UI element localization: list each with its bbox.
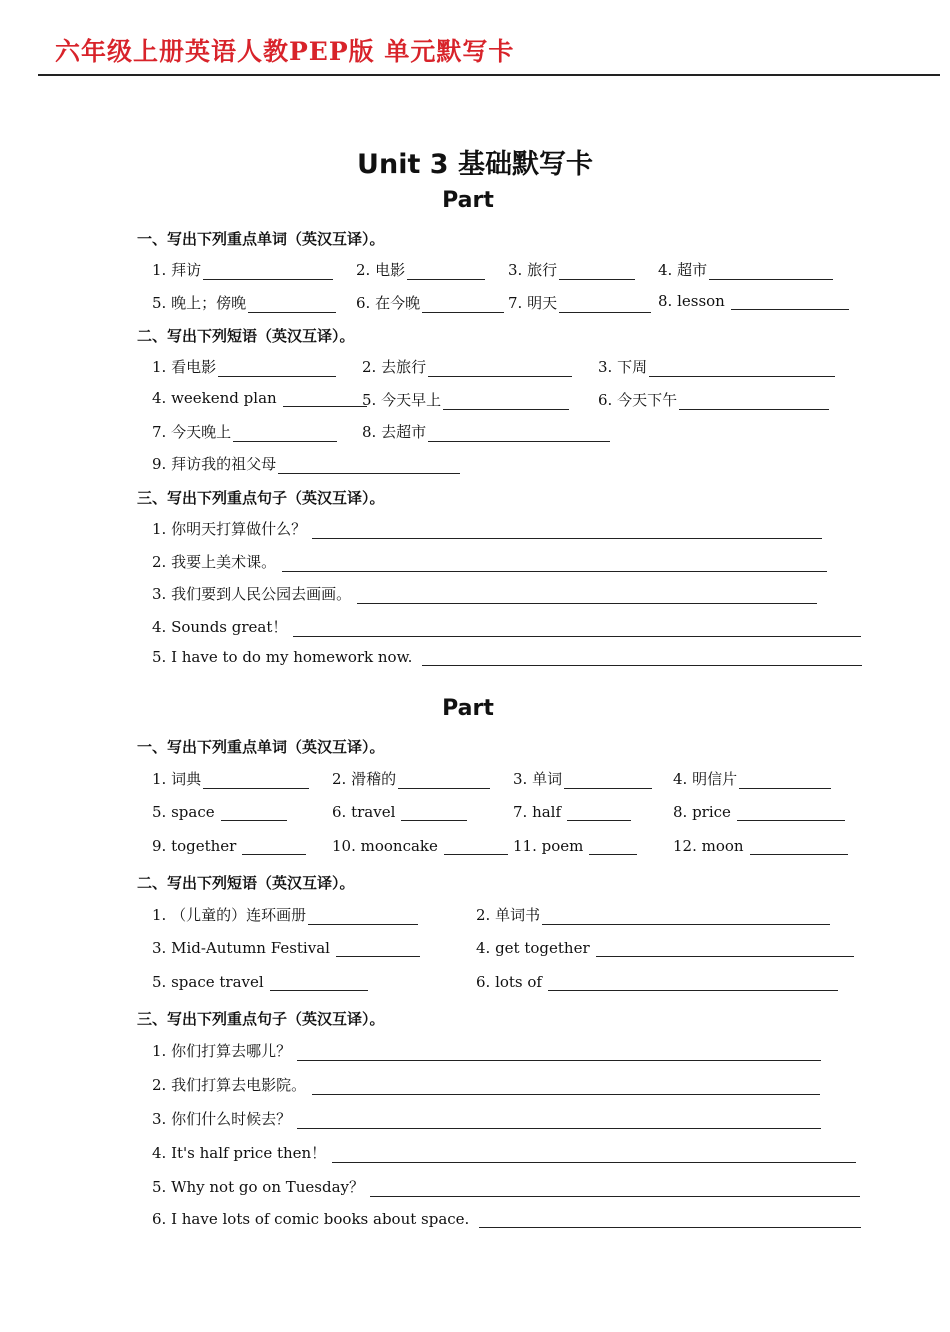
word-item: 6. 在今晚 (356, 292, 504, 313)
sentence-item: 3. 你们什么时候去？ (152, 1108, 821, 1129)
phrase-item: 8. 去超市 (362, 421, 610, 442)
word-item: 12. moon (673, 837, 848, 855)
answer-blank[interactable] (203, 263, 333, 280)
answer-blank[interactable] (401, 804, 467, 821)
word-item: 7. half (513, 803, 631, 821)
section-heading: 三、写出下列重点句子（英汉互译）。 (137, 489, 385, 507)
word-item: 1. 拜访 (152, 259, 333, 280)
phrase-item: 7. 今天晚上 (152, 421, 337, 442)
word-item: 4. 明信片 (673, 768, 831, 789)
answer-blank[interactable] (559, 263, 635, 280)
answer-blank[interactable] (370, 1180, 860, 1197)
answer-blank[interactable] (709, 263, 833, 280)
answer-blank[interactable] (336, 940, 420, 957)
part-a-label: Part (442, 188, 494, 213)
sentence-item: 4. It's half price then！ (152, 1142, 856, 1163)
answer-blank[interactable] (233, 425, 337, 442)
answer-blank[interactable] (357, 587, 817, 604)
answer-blank[interactable] (737, 804, 845, 821)
answer-blank[interactable] (297, 1112, 821, 1129)
answer-blank[interactable] (596, 940, 854, 957)
answer-blank[interactable] (422, 649, 862, 666)
answer-blank[interactable] (332, 1146, 856, 1163)
answer-blank[interactable] (443, 393, 569, 410)
sentence-item: 2. 我要上美术课。 (152, 551, 827, 572)
word-item: 3. 单词 (513, 768, 652, 789)
phrase-item: 1. （儿童的）连环画册 (152, 904, 418, 925)
answer-blank[interactable] (428, 425, 610, 442)
part-b-label: Part (442, 696, 494, 721)
word-item: 3. 旅行 (508, 259, 635, 280)
answer-blank[interactable] (270, 974, 368, 991)
answer-blank[interactable] (398, 772, 490, 789)
answer-blank[interactable] (739, 772, 831, 789)
phrase-item: 5. 今天早上 (362, 389, 569, 410)
word-item: 10. mooncake (332, 837, 508, 855)
answer-blank[interactable] (428, 360, 572, 377)
header-title: 六年级上册英语人教PEP版 单元默写卡 (55, 37, 515, 66)
word-item: 5. 晚上；傍晚 (152, 292, 336, 313)
answer-blank[interactable] (422, 296, 504, 313)
section-heading: 一、写出下列重点单词（英汉互译）。 (137, 738, 385, 756)
sentence-item: 1. 你明天打算做什么？ (152, 518, 822, 539)
word-item: 2. 电影 (356, 259, 485, 280)
answer-blank[interactable] (548, 974, 838, 991)
phrase-item: 1. 看电影 (152, 356, 336, 377)
phrase-item: 2. 去旅行 (362, 356, 572, 377)
answer-blank[interactable] (649, 360, 835, 377)
phrase-item: 6. lots of (476, 973, 838, 991)
word-item: 5. space (152, 803, 287, 821)
answer-blank[interactable] (679, 393, 829, 410)
answer-blank[interactable] (312, 522, 822, 539)
sentence-item: 3. 我们要到人民公园去画画。 (152, 583, 817, 604)
sentence-item: 1. 你们打算去哪儿？ (152, 1040, 821, 1061)
phrase-item: 4. weekend plan (152, 389, 367, 407)
answer-blank[interactable] (308, 908, 418, 925)
section-heading: 三、写出下列重点句子（英汉互译）。 (137, 1010, 385, 1028)
answer-blank[interactable] (564, 772, 652, 789)
answer-blank[interactable] (731, 293, 849, 310)
word-item: 11. poem (513, 837, 637, 855)
answer-blank[interactable] (407, 263, 485, 280)
word-item: 4. 超市 (658, 259, 833, 280)
answer-blank[interactable] (542, 908, 830, 925)
sentence-item: 5. Why not go on Tuesday？ (152, 1176, 860, 1197)
word-item: 8. price (673, 803, 845, 821)
answer-blank[interactable] (559, 296, 651, 313)
phrase-item: 5. space travel (152, 973, 368, 991)
answer-blank[interactable] (221, 804, 287, 821)
word-item: 8. lesson (658, 292, 849, 310)
answer-blank[interactable] (444, 838, 508, 855)
sentence-item: 2. 我们打算去电影院。 (152, 1074, 820, 1095)
answer-blank[interactable] (589, 838, 637, 855)
answer-blank[interactable] (567, 804, 631, 821)
sentence-item: 6. I have lots of comic books about space. (152, 1210, 861, 1228)
phrase-item: 3. Mid-Autumn Festival (152, 939, 420, 957)
section-heading: 一、写出下列重点单词（英汉互译）。 (137, 230, 385, 248)
answer-blank[interactable] (203, 772, 309, 789)
answer-blank[interactable] (282, 555, 827, 572)
answer-blank[interactable] (293, 620, 861, 637)
phrase-item: 2. 单词书 (476, 904, 830, 925)
answer-blank[interactable] (750, 838, 848, 855)
sentence-item: 4. Sounds great！ (152, 616, 861, 637)
section-heading: 二、写出下列短语（英汉互译）。 (137, 327, 355, 345)
answer-blank[interactable] (248, 296, 336, 313)
answer-blank[interactable] (242, 838, 306, 855)
answer-blank[interactable] (312, 1078, 820, 1095)
phrase-item: 4. get together (476, 939, 854, 957)
word-item: 2. 滑稽的 (332, 768, 490, 789)
answer-blank[interactable] (297, 1044, 821, 1061)
word-item: 1. 词典 (152, 768, 309, 789)
answer-blank[interactable] (218, 360, 336, 377)
unit-title: Unit 3 基础默写卡 (357, 149, 593, 180)
phrase-item: 6. 今天下午 (598, 389, 829, 410)
header-divider (38, 74, 940, 76)
section-heading: 二、写出下列短语（英汉互译）。 (137, 874, 355, 892)
phrase-item: 3. 下周 (598, 356, 835, 377)
word-item: 9. together (152, 837, 306, 855)
word-item: 7. 明天 (508, 292, 651, 313)
sentence-item: 5. I have to do my homework now. (152, 648, 862, 666)
answer-blank[interactable] (278, 457, 460, 474)
answer-blank[interactable] (283, 390, 367, 407)
word-item: 6. travel (332, 803, 467, 821)
phrase-item: 9. 拜访我的祖父母 (152, 453, 460, 474)
answer-blank[interactable] (479, 1211, 861, 1228)
